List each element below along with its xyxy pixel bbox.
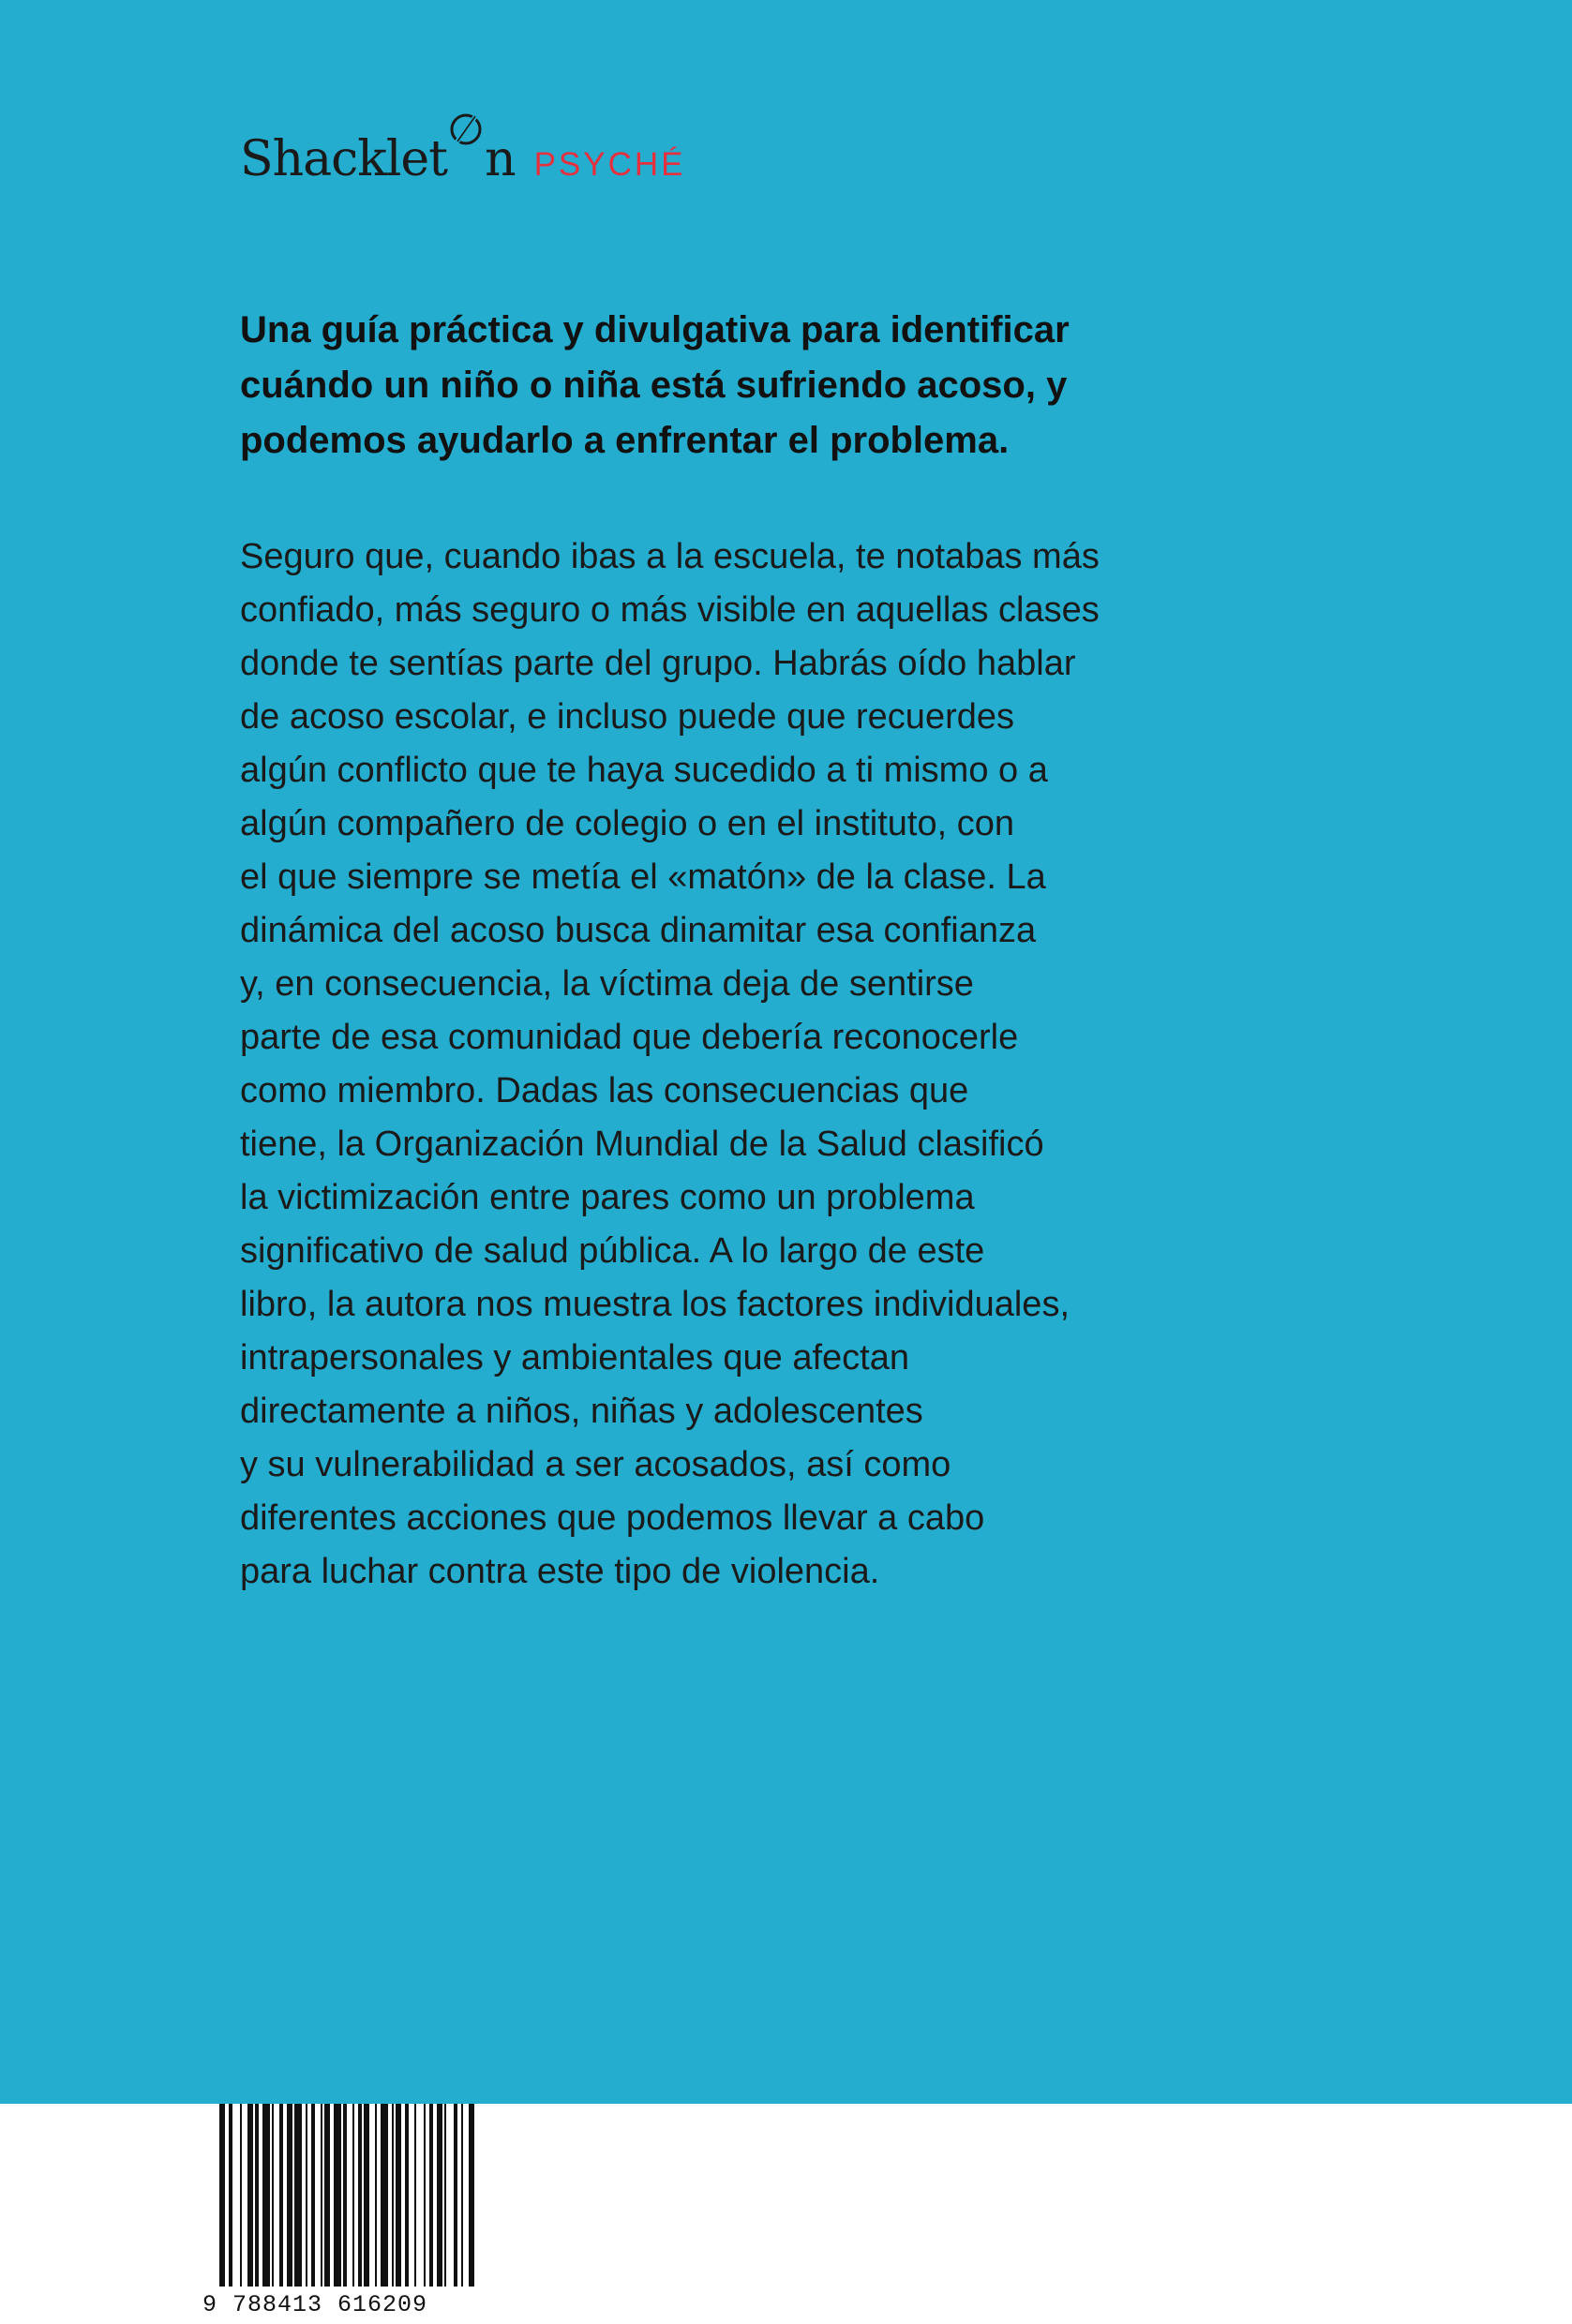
publisher-name-end: n: [485, 131, 516, 187]
synopsis-line: significativo de salud pública. A lo largo de este: [240, 1231, 985, 1271]
synopsis-line: dinámica del acoso busca dinamitar esa confianza: [240, 911, 1037, 950]
synopsis-line: diferentes acciones que podemos llevar a cabo: [240, 1498, 985, 1538]
synopsis-line: y su vulnerabilidad a ser acosados, así como: [240, 1445, 951, 1484]
headline-line: cuándo un niño o niña está sufriendo acoso, y: [240, 365, 1068, 406]
synopsis-line: algún compañero de colegio o en el instituto, con: [240, 804, 1014, 843]
series-name: PSYCHÉ: [533, 146, 686, 183]
headline-line: Una guía práctica y divulgativa para identificar: [240, 309, 1070, 350]
isbn-number: 9 788413 616209: [202, 2291, 428, 2318]
synopsis-line: Seguro que, cuando ibas a la escuela, te notabas más: [240, 537, 1100, 576]
synopsis-line: como miembro. Dadas las consecuencias que: [240, 1071, 969, 1110]
publisher-logo: [240, 131, 686, 197]
compass-o-icon: [448, 140, 484, 175]
synopsis-line: libro, la autora nos muestra los factores individuales,: [240, 1285, 1070, 1324]
publisher-name-start: Shacklet: [240, 131, 448, 187]
synopsis-line: y, en consecuencia, la víctima deja de sentirse: [240, 964, 974, 1004]
synopsis-line: la victimización entre pares como un problema: [240, 1178, 975, 1217]
synopsis-line: tiene, la Organización Mundial de la Salud clasificó: [240, 1125, 1044, 1164]
synopsis-line: algún conflicto que te haya sucedido a ti mismo o a: [240, 751, 1048, 790]
synopsis-line: el que siempre se metía el «matón» de la clase. La: [240, 857, 1046, 897]
synopsis-line: parte de esa comunidad que debería reconocerle: [240, 1018, 1019, 1057]
compass-o-icon-svg: [448, 112, 484, 147]
synopsis-line: para luchar contra este tipo de violencia.: [240, 1552, 880, 1591]
synopsis-line: donde te sentías parte del grupo. Habrás oído hablar: [240, 644, 1076, 683]
barcode: [202, 2104, 484, 2318]
synopsis-line: confiado, más seguro o más visible en aquellas clases: [240, 590, 1100, 630]
synopsis-line: intrapersonales y ambientales que afectan: [240, 1338, 910, 1378]
synopsis: [240, 530, 1271, 1599]
headline: [240, 303, 1271, 469]
synopsis-line: de acoso escolar, e incluso puede que recuerdes: [240, 697, 1014, 737]
synopsis-line: directamente a niños, niñas y adolescentes: [240, 1392, 923, 1431]
headline-line: podemos ayudarlo a enfrentar el problema.: [240, 420, 1010, 461]
barcode-icon: [202, 2104, 484, 2287]
